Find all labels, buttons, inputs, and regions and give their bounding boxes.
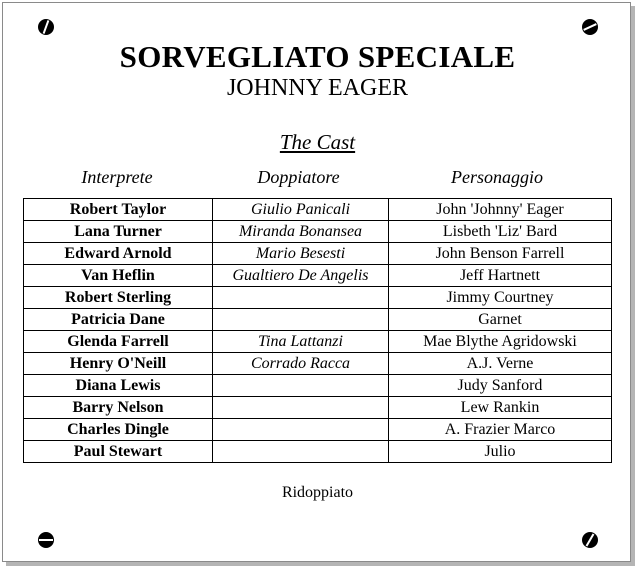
- screw-icon: [582, 532, 598, 548]
- character-cell: John 'Johnny' Eager: [389, 199, 612, 221]
- character-cell: Jimmy Courtney: [389, 287, 612, 309]
- footer-note: Ridoppiato: [281, 484, 354, 501]
- actor-cell: Robert Taylor: [24, 199, 213, 221]
- dubber-cell: Corrado Racca: [213, 353, 389, 375]
- dubber-cell: [213, 397, 389, 419]
- actor-cell: Diana Lewis: [24, 375, 213, 397]
- character-cell: Jeff Hartnett: [389, 265, 612, 287]
- dubber-cell: Mario Besesti: [213, 243, 389, 265]
- actor-cell: Charles Dingle: [24, 419, 213, 441]
- cast-plaque: [2, 2, 631, 562]
- table-row: [24, 331, 612, 353]
- character-cell: Garnet: [389, 309, 612, 331]
- character-cell: Julio: [389, 441, 612, 463]
- column-header-personaggio: Personaggio: [451, 167, 543, 187]
- character-cell: A. Frazier Marco: [389, 419, 612, 441]
- character-cell: A.J. Verne: [389, 353, 612, 375]
- character-cell: Mae Blythe Agridowski: [389, 331, 612, 353]
- column-header-doppiatore: Doppiatore: [257, 167, 340, 187]
- character-cell: Lisbeth 'Liz' Bard: [389, 221, 612, 243]
- screw-icon: [38, 532, 54, 548]
- actor-cell: Paul Stewart: [24, 441, 213, 463]
- table-row: [24, 221, 612, 243]
- actor-cell: Robert Sterling: [24, 287, 213, 309]
- table-row: [24, 375, 612, 397]
- actor-cell: Van Heflin: [24, 265, 213, 287]
- table-row: [24, 199, 612, 221]
- actor-cell: Edward Arnold: [24, 243, 213, 265]
- dubber-cell: Giulio Panicali: [213, 199, 389, 221]
- dubber-cell: Gualtiero De Angelis: [213, 265, 389, 287]
- table-row: [24, 243, 612, 265]
- table-row: [24, 309, 612, 331]
- cast-table: [23, 198, 612, 463]
- table-row: [24, 287, 612, 309]
- dubber-cell: [213, 309, 389, 331]
- table-row: [24, 441, 612, 463]
- actor-cell: Barry Nelson: [24, 397, 213, 419]
- dubber-cell: Miranda Bonansea: [213, 221, 389, 243]
- actor-cell: Henry O'Neill: [24, 353, 213, 375]
- screw-icon: [582, 19, 598, 35]
- dubber-cell: [213, 375, 389, 397]
- actor-cell: Patricia Dane: [24, 309, 213, 331]
- table-row: [24, 265, 612, 287]
- actor-cell: Glenda Farrell: [24, 331, 213, 353]
- dubber-cell: [213, 287, 389, 309]
- dubber-cell: [213, 419, 389, 441]
- original-title: JOHNNY EAGER: [226, 75, 409, 101]
- dubber-cell: [213, 441, 389, 463]
- character-cell: John Benson Farrell: [389, 243, 612, 265]
- character-cell: Judy Sanford: [389, 375, 612, 397]
- actor-cell: Lana Turner: [24, 221, 213, 243]
- character-cell: Lew Rankin: [389, 397, 612, 419]
- table-row: [24, 419, 612, 441]
- column-header-interprete: Interprete: [81, 167, 153, 187]
- movie-title: SORVEGLIATO SPECIALE: [119, 39, 516, 74]
- dubber-cell: Tina Lattanzi: [213, 331, 389, 353]
- screw-icon: [38, 19, 54, 35]
- table-row: [24, 397, 612, 419]
- cast-heading: The Cast: [279, 130, 356, 154]
- table-row: [24, 353, 612, 375]
